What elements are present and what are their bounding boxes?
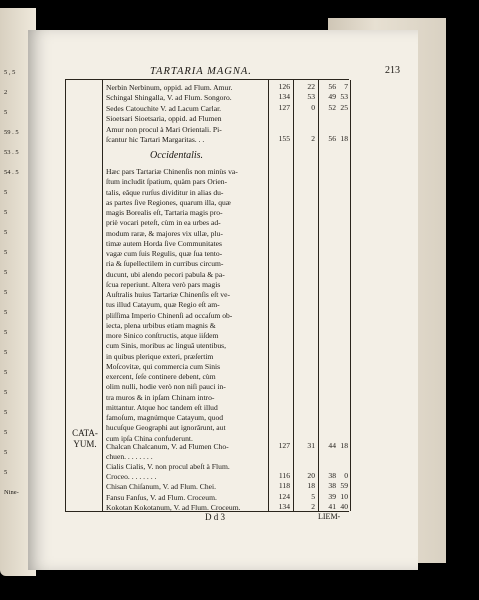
entry-number: 5 xyxy=(311,491,315,501)
entry-number: 0 xyxy=(311,102,315,112)
entry-number: 126 xyxy=(278,82,290,91)
left-page-fragment: 5 xyxy=(4,389,8,396)
body-line: cum ipſa China confuderunt. xyxy=(106,433,193,443)
body-line: priè vocari peteſt, cùm in ea urbes ad- xyxy=(106,218,221,228)
signature-mark: D d 3 xyxy=(205,512,225,522)
page-number: 213 xyxy=(385,65,400,76)
side-label xyxy=(70,428,100,450)
entry-number: 10 xyxy=(340,491,348,501)
left-page-fragment: 5 xyxy=(4,189,8,196)
entry-number: 22 xyxy=(307,82,315,91)
left-page-fragment: 5 xyxy=(4,209,8,216)
body-line: more Sinico conſtructis, atque iiſdem xyxy=(106,331,219,340)
entry-number: 127 xyxy=(278,441,290,450)
left-page-fragment: 5 xyxy=(4,109,8,116)
left-page-fragment: 5 xyxy=(4,329,8,336)
left-page-fragment: 2 xyxy=(4,89,8,96)
body-line: in quibus plerique exteri, præſertim xyxy=(106,351,214,361)
entry-number: 134 xyxy=(278,501,290,511)
column-rule xyxy=(293,80,294,511)
entry-number: 59 xyxy=(340,481,348,491)
body-line: talis, eâque rurſus dividitur in alias du- xyxy=(106,187,224,197)
body-line: mittantur. Atque hoc tandem eſt illud xyxy=(106,402,218,412)
entry-number: 38 xyxy=(328,481,336,491)
entry-number: 31 xyxy=(307,441,315,450)
entry-number: 124 xyxy=(278,491,290,501)
body-line: ſcua reperiunt. Altera verò pars magis xyxy=(106,279,221,289)
left-page-fragment: 5 xyxy=(4,289,8,296)
side-label-line: CATA- xyxy=(72,428,98,438)
entry-number: 0 xyxy=(344,471,348,481)
entry-number: 118 xyxy=(278,481,290,491)
left-page-fragment: 5 xyxy=(4,309,8,316)
left-page-fragment: 5 xyxy=(4,229,8,236)
body-line: as partes ſive Regiones, quarum illa, quæ xyxy=(106,197,231,207)
body-line: famoſum, magnúmque Catayum, quod xyxy=(106,413,224,422)
side-label-line: YUM. xyxy=(73,439,97,449)
left-page-fragment: 5 xyxy=(4,269,8,276)
entry-number: 18 xyxy=(307,481,315,491)
entry-text: Chalcan Chalcanum, V. ad Flumen Cho- xyxy=(106,442,229,451)
entry-text: Schingal Shingalla, V. ad Flum. Songoro. xyxy=(106,93,232,103)
left-page-fragment: 5 , 5 xyxy=(4,69,16,76)
body-line: Hæc pars Tartariæ Chinenſis non minùs va- xyxy=(106,167,238,176)
left-page-fragment: 5 xyxy=(4,429,8,436)
body-line: tus illud Catayum, quæ Regio eſt am- xyxy=(106,300,220,310)
entry-number: 44 xyxy=(328,441,336,450)
entry-text: Cialis Cialis, V. non procul abeſt à Flum. xyxy=(106,462,230,472)
body-line: pliſſima Imperio Chinenſi ad occaſum ob- xyxy=(106,310,233,320)
entry-number: 2 xyxy=(311,134,315,143)
column-rule xyxy=(102,80,103,511)
body-line: iecta, plena urbibus etiam magnis & xyxy=(106,320,216,330)
entry-text: chuen. . . . . . . . xyxy=(106,452,153,462)
entry-text: Fansu Fanſus, V. ad Flum. Croceum. xyxy=(106,492,217,502)
entry-text: ſcantur hic Tartari Margaritas. . . xyxy=(106,135,205,144)
catchword: LIEM- xyxy=(318,512,341,521)
entry-number: 20 xyxy=(307,471,315,481)
column-rule xyxy=(268,80,269,511)
left-page-fragment: 53 . 5 xyxy=(4,149,19,156)
entry-text: Nerbin Nerbinum, oppid. ad Flum. Amur. xyxy=(106,83,233,92)
entry-number: 155 xyxy=(278,134,290,143)
body-line: ria & ſupellectilem in curribus circum- xyxy=(106,259,224,269)
entry-number: 2 xyxy=(311,501,315,511)
entry-number: 25 xyxy=(340,102,348,112)
entry-number: 49 xyxy=(328,92,336,102)
entry-text: Sioetsari Sioetsaria, oppid. ad Flumen xyxy=(106,114,222,124)
entry-number: 56 xyxy=(328,82,336,91)
body-line: olim nulli, hodie verò non niſi pauci in- xyxy=(106,382,226,392)
body-line: magis Borealis eſt, Tartaria magis pro- xyxy=(106,208,223,217)
entry-number: 53 xyxy=(340,92,348,102)
entry-number: 39 xyxy=(328,491,336,501)
body-line: Moſcovitæ, qui commercia cum Sinis xyxy=(106,361,221,371)
body-line: ducunt, ubi alendo pecori pabula & pa- xyxy=(106,269,225,279)
left-page-fragment: 54 . 5 xyxy=(4,169,19,176)
entry-number: 18 xyxy=(340,441,348,450)
entry-text: Croceo. . . . . . . . xyxy=(106,472,157,482)
entry-number: 7 xyxy=(344,82,348,91)
left-page-fragment: 5 xyxy=(4,249,8,256)
entry-text: Kokotan Kokotanum, V. ad Flum. Croceum. xyxy=(106,502,241,512)
body-line: modum raræ, & majores vix ullæ, plu- xyxy=(106,228,223,238)
entry-text: Sedes Catouchite V. ad Lacum Carlar. xyxy=(106,103,222,113)
entry-number: 53 xyxy=(307,92,315,102)
body-line: tra muros & in ipſam Chinam intro- xyxy=(106,392,215,402)
entry-number: 18 xyxy=(340,134,348,143)
entry-number: 40 xyxy=(340,501,348,511)
running-head: TARTARIA MAGNA. xyxy=(150,66,252,77)
entry-number: 134 xyxy=(278,92,290,102)
entry-number: 116 xyxy=(278,471,290,481)
left-page-fragment: 5 xyxy=(4,349,8,356)
body-line: Auſtralis huius Tartariæ Chinenſis eſt ve- xyxy=(106,290,230,299)
entry-number: 52 xyxy=(328,102,336,112)
left-page-fragment: Nine- xyxy=(4,489,19,496)
section-title: Occidentalis. xyxy=(150,150,204,161)
entry-number: 41 xyxy=(328,501,336,511)
left-page-fragment: 5 xyxy=(4,409,8,416)
left-page-fragment: 59 . 5 xyxy=(4,129,19,136)
left-page-fragment: 5 xyxy=(4,469,8,476)
entry-number: 56 xyxy=(328,134,336,143)
body-line: cum Sinis, moribus ac linguâ utentibus, xyxy=(106,341,227,351)
left-page-fragment: 5 xyxy=(4,449,8,456)
body-line: exercent, ſeſe continere debent, cùm xyxy=(106,372,216,381)
body-line: timæ autem Horda ſive Communitates xyxy=(106,238,222,248)
entry-text: Chisan Chiſanum, V. ad Flum. Chei. xyxy=(106,482,217,492)
body-line: vagæ cum ſuis Regulis, quæ ſua tento- xyxy=(106,249,223,258)
column-rule xyxy=(318,80,319,511)
entry-text: Amur non procul à Mari Orientali. Pi- xyxy=(106,124,222,134)
entry-number: 38 xyxy=(328,471,336,481)
body-line: hucuſque Geographi aut ignorârunt, aut xyxy=(106,423,226,433)
body-line: ſtum includit ſpatium, quàm pars Orien- xyxy=(106,177,228,187)
entry-number: 127 xyxy=(278,102,290,112)
left-page-fragment: 5 xyxy=(4,369,8,376)
